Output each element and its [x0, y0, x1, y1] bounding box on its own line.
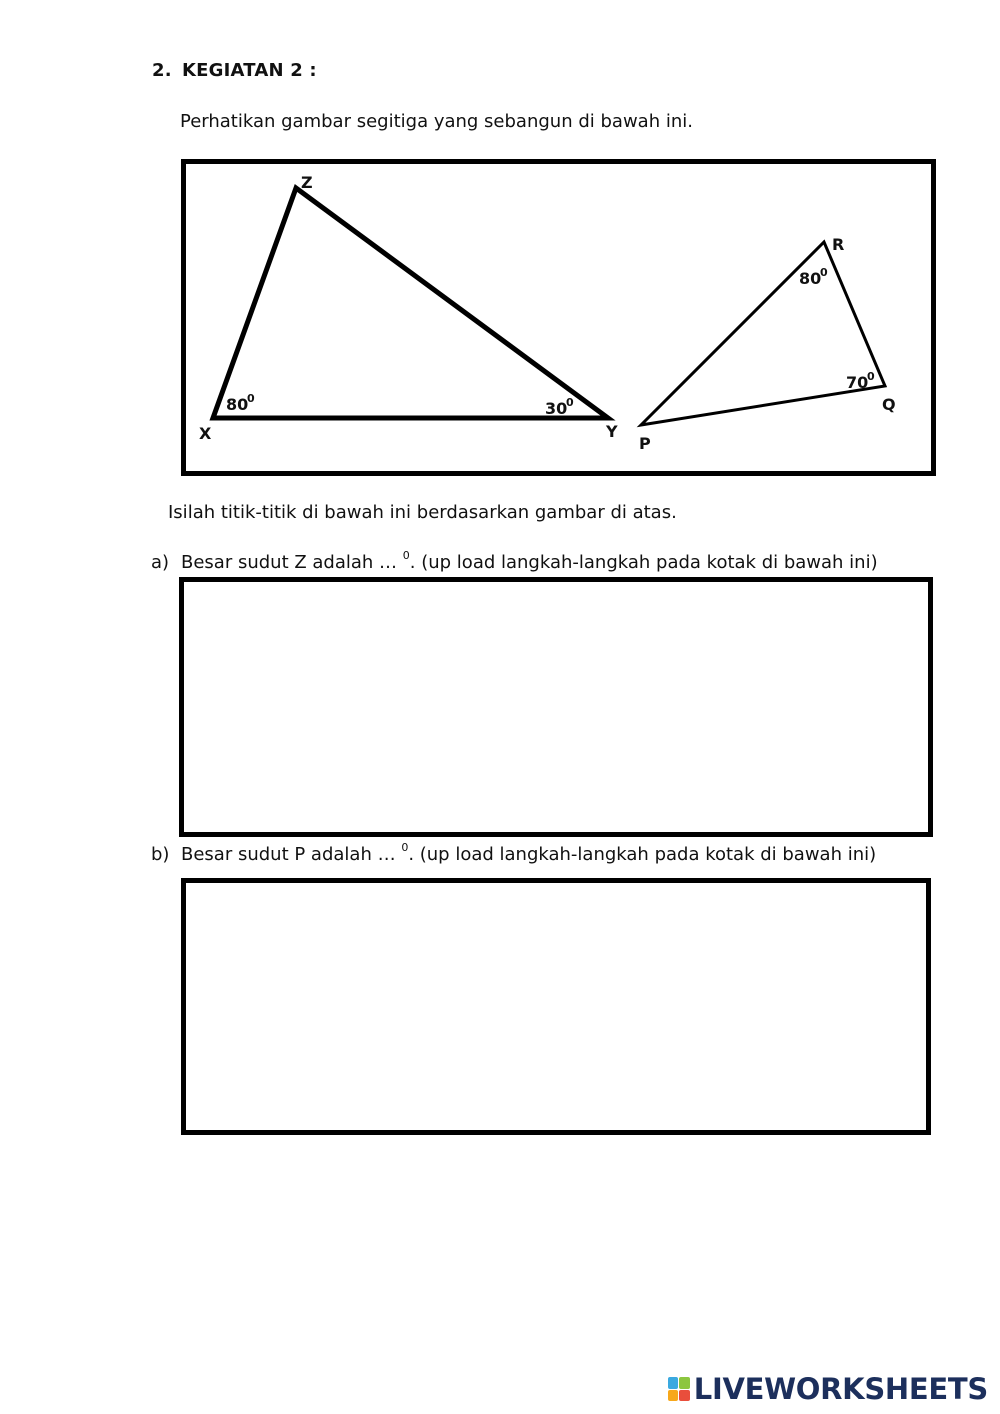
vertex-label-x: X — [199, 424, 212, 443]
triangle-xyz — [213, 188, 608, 418]
vertex-label-r: R — [832, 235, 845, 254]
activity-title: KEGIATAN 2 : — [182, 60, 317, 81]
angle-y-degree: 0 — [566, 396, 574, 409]
question-a — [151, 549, 878, 573]
answer-box-b[interactable] — [181, 878, 931, 1135]
intro-text: Perhatikan gambar segitiga yang sebangun di bawah ini. — [180, 111, 693, 132]
vertex-label-p: P — [639, 434, 651, 453]
question-b-degree: 0 — [401, 841, 409, 854]
question-b-letter: b) — [151, 844, 170, 865]
triangle-figure — [181, 159, 936, 476]
instruction-text: Isilah titik-titik di bawah ini berdasarkan gambar di atas. — [168, 502, 677, 523]
logo-text: LIVEWORKSHEETS — [693, 1372, 988, 1406]
triangle-figure-svg — [186, 164, 931, 471]
angle-x-value: 80 — [226, 395, 249, 414]
logo-tile-2 — [679, 1377, 690, 1389]
activity-heading — [152, 60, 317, 81]
question-a-text: Besar sudut Z adalah … — [181, 552, 403, 573]
triangle-pqr — [641, 242, 885, 425]
logo-mark-icon — [668, 1377, 690, 1401]
angle-x-degree: 0 — [247, 392, 255, 405]
question-b-text: Besar sudut P adalah … — [181, 844, 402, 865]
angle-q-degree: 0 — [867, 370, 875, 383]
vertex-label-z: Z — [301, 173, 313, 192]
question-b — [151, 841, 877, 865]
question-a-letter: a) — [151, 552, 170, 573]
activity-number: 2. — [152, 60, 172, 81]
liveworksheets-logo — [668, 1371, 988, 1407]
question-b-instruction: . (up load langkah-langkah pada kotak di bawah ini) — [408, 844, 877, 865]
question-a-degree: 0 — [402, 549, 410, 562]
logo-tile-3 — [668, 1390, 679, 1402]
angle-r-value: 80 — [799, 269, 822, 288]
logo-tile-1 — [668, 1377, 679, 1389]
vertex-label-q: Q — [882, 395, 896, 414]
angle-r-degree: 0 — [820, 266, 828, 279]
answer-box-a[interactable] — [179, 577, 933, 837]
angle-y-value: 30 — [545, 399, 568, 418]
question-a-instruction: . (up load langkah-langkah pada kotak di bawah ini) — [409, 552, 878, 573]
vertex-label-y: Y — [606, 422, 618, 441]
angle-q-value: 70 — [846, 373, 869, 392]
logo-tile-4 — [679, 1390, 690, 1402]
